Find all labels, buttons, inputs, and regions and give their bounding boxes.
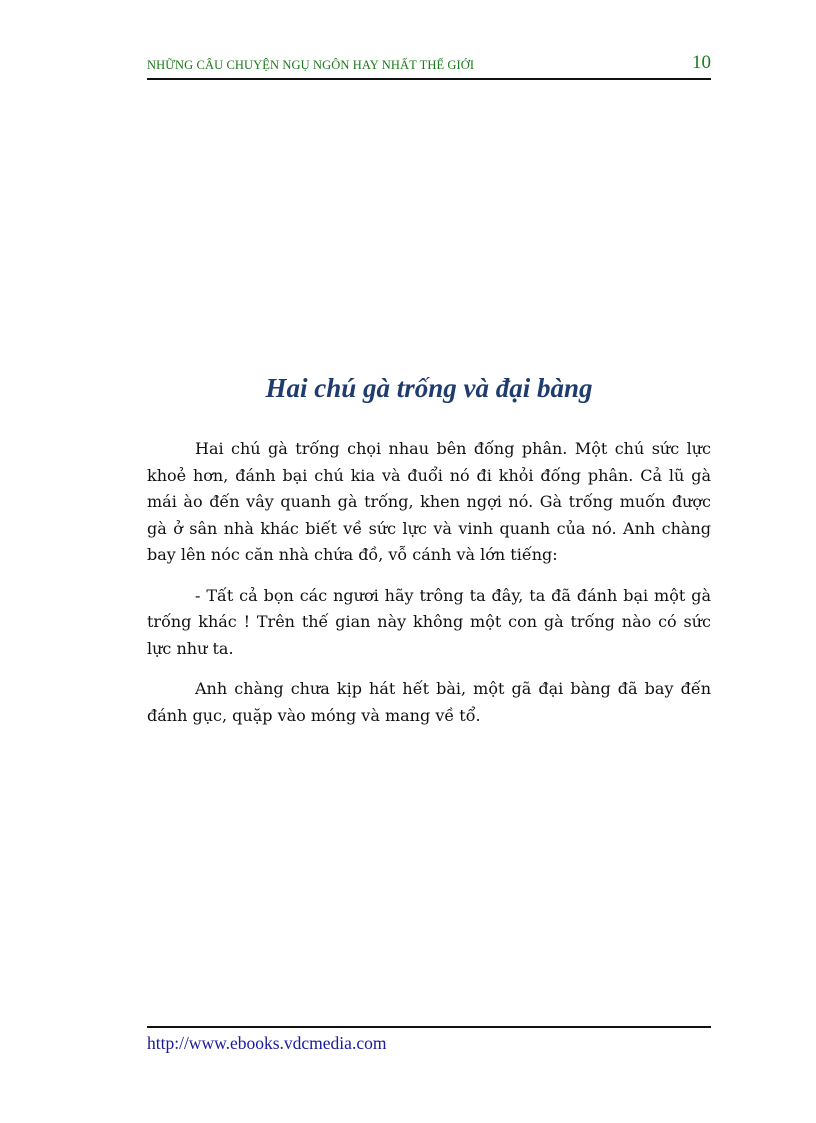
story-body — [147, 436, 711, 743]
footer-divider — [147, 1026, 711, 1028]
paragraph-1: Hai chú gà trống chọi nhau bên đống phân. Một chú sức lực khoẻ hơn, đánh bại chú kia và đuổi nó đi khỏi đống phân. Cả lũ gà mái ào đến vây quanh gà trống, khen ngợi nó. Gà trống muốn được gà ở sân nhà khác biết về sức lực và vinh quanh của nó. Anh chàng bay lên nóc căn nhà chứa đồ, vỗ cánh và lớn tiếng: — [147, 439, 711, 564]
paragraph-2: - Tất cả bọn các ngươi hãy trông ta đây, ta đã đánh bại một gà trống khác ! Trên thế gian này không một con gà trống nào có sức lực như ta. — [147, 585, 711, 658]
book-title: NHỮNG CÂU CHUYỆN NGỤ NGÔN HAY NHẤT THẾ GIỚI — [147, 58, 475, 72]
page-number: 10 — [692, 52, 711, 73]
page-header — [147, 52, 711, 80]
footer-website-link[interactable]: http://www.ebooks.vdcmedia.com — [147, 1033, 387, 1053]
story-title: Hai chú gà trống và đại bàng — [265, 373, 593, 403]
paragraph-3: Anh chàng chưa kịp hát hết bài, một gã đại bàng đã bay đến đánh gục, quặp vào móng và mang về tổ. — [147, 679, 711, 725]
